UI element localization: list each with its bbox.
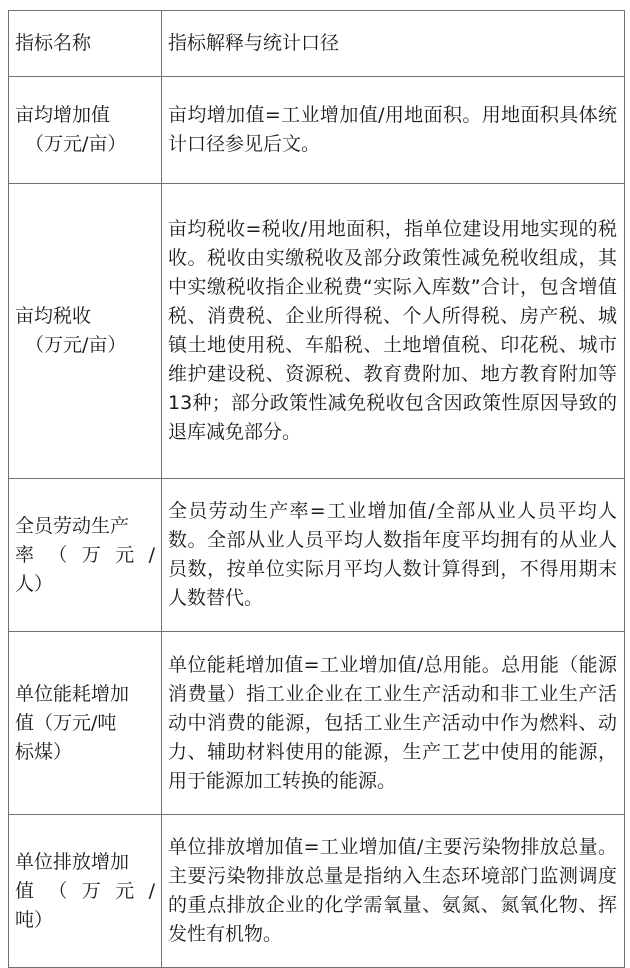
header-name-cell — [9, 11, 162, 77]
table-row — [9, 815, 625, 968]
indicator-unit-end: 标煤） — [15, 740, 73, 763]
indicator-name: 单位排放增加 — [15, 850, 130, 873]
indicator-name-cell — [9, 184, 162, 479]
indicator-unit: （万元/亩） — [25, 334, 127, 356]
table-row — [9, 184, 625, 479]
indicator-definition-cell — [162, 77, 625, 184]
indicator-definition: 单位能耗增加值=工业增加值/总用能。总用能（能源消费量）指工业企业在工业生产活动和非工业生产活动中消费的能源，包括工业生产活动中作为燃料、动力、辅助材料使用的能源，生产工艺中使用的能源，用于能源加工转换的能源。 — [168, 653, 617, 792]
indicator-name: 亩均税收 — [15, 305, 92, 327]
indicator-name-cell — [9, 479, 162, 632]
indicator-definition: 单位排放增加值=工业增加值/主要污染物排放总量。主要污染物排放总量是指纳入生态环境部门监测调度的重点排放企业的化学需氧量、氨氮、氮氧化物、挥发性有机物。 — [168, 836, 617, 945]
indicator-name-cell — [9, 815, 162, 968]
indicator-name: 全员劳动生产 — [15, 514, 130, 537]
indicator-unit: （万元/亩） — [25, 133, 127, 155]
header-name: 指标名称 — [15, 32, 92, 54]
table-header-row — [9, 11, 625, 77]
indicator-definition: 亩均增加值=工业增加值/用地面积。用地面积具体统计口径参见后文。 — [168, 104, 617, 155]
indicator-table — [8, 10, 625, 968]
indicator-definition-cell — [162, 815, 625, 968]
indicator-definition-cell — [162, 632, 625, 815]
table-row — [9, 479, 625, 632]
indicator-name-cell — [9, 77, 162, 184]
indicator-name: 单位能耗增加 — [15, 682, 130, 705]
indicator-unit: 率（万元/ — [15, 543, 155, 566]
indicator-unit: 值（万元/吨 — [15, 711, 117, 734]
indicator-name: 亩均增加值 — [15, 104, 111, 126]
indicator-name-cell — [9, 632, 162, 815]
table-row — [9, 632, 625, 815]
indicator-definition-cell — [162, 184, 625, 479]
indicator-unit-end: 吨） — [15, 908, 54, 931]
indicator-unit: 值（万元/ — [15, 879, 155, 902]
header-definition-cell — [162, 11, 625, 77]
header-definition: 指标解释与统计口径 — [168, 32, 340, 54]
indicator-definition: 亩均税收=税收/用地面积，指单位建设用地实现的税收。税收由实缴税收及部分政策性减免税收组成，其中实缴税收指企业税费“实际入库数”合计，包含增值税、消费税、企业所得税、个人所得税、房产税、城镇土地使用税、车船税、土地增值税、印花税、城市维护建设税、资源税、教育费附加、地方教育附加等13种；部分政策性减免税收包含因政策性原因导致的退库减免部分。 — [168, 218, 617, 443]
indicator-definition-cell — [162, 479, 625, 632]
table-row — [9, 77, 625, 184]
indicator-unit-end: 人） — [15, 572, 54, 595]
indicator-definition: 全员劳动生产率=工业增加值/全部从业人员平均人数。全部从业人员平均人数指年度平均拥有的从业人员数，按单位实际月平均人数计算得到，不得用期末人数替代。 — [168, 500, 617, 609]
